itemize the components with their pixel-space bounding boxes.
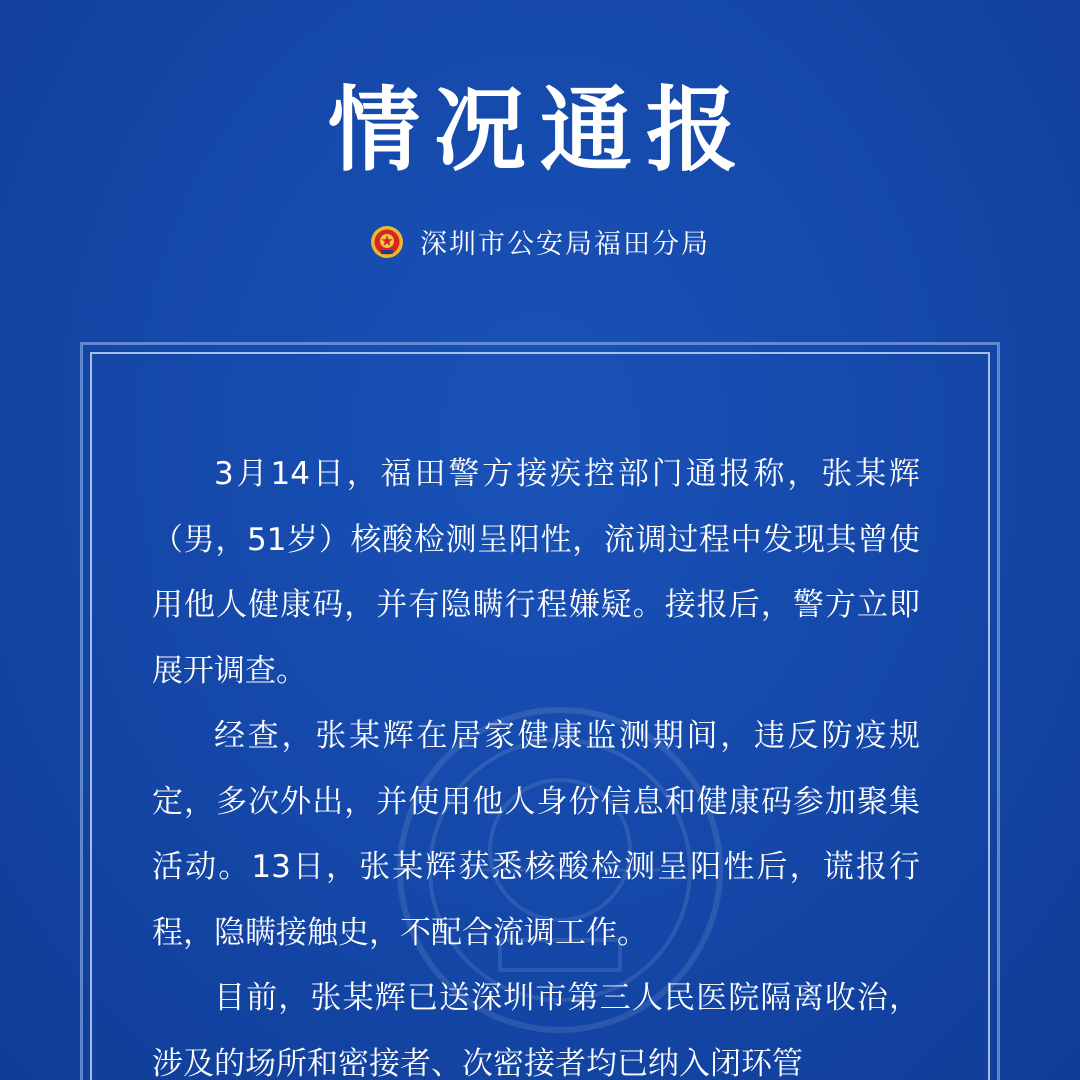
notice-body [152,442,920,1080]
police-emblem-icon [370,225,404,259]
issuer-name: 深圳市公安局福田分局 [420,229,710,260]
paragraph-2: 经查，张某辉在居家健康监测期间，违反防疫规定，多次外出，并使用他人身份信息和健康码参加聚集活动。13日，张某辉获悉核酸检测呈阳性后，谎报行程，隐瞒接触史，不配合流调工作。 [152,718,920,951]
paragraph-1: 3月14日，福田警方接疾控部门通报称，张某辉（男，51岁）核酸检测呈阳性，流调过程中发现其曾使用他人健康码，并有隐瞒行程嫌疑。接报后，警方立即展开调查。 [152,456,920,689]
page-title: 情况通报 [327,76,752,184]
paragraph-3: 目前，张某辉已送深圳市第三人民医院隔离收治，涉及的场所和密接者、次密接者均已纳入闭环管 [152,980,920,1080]
issuer-line [0,222,1080,261]
